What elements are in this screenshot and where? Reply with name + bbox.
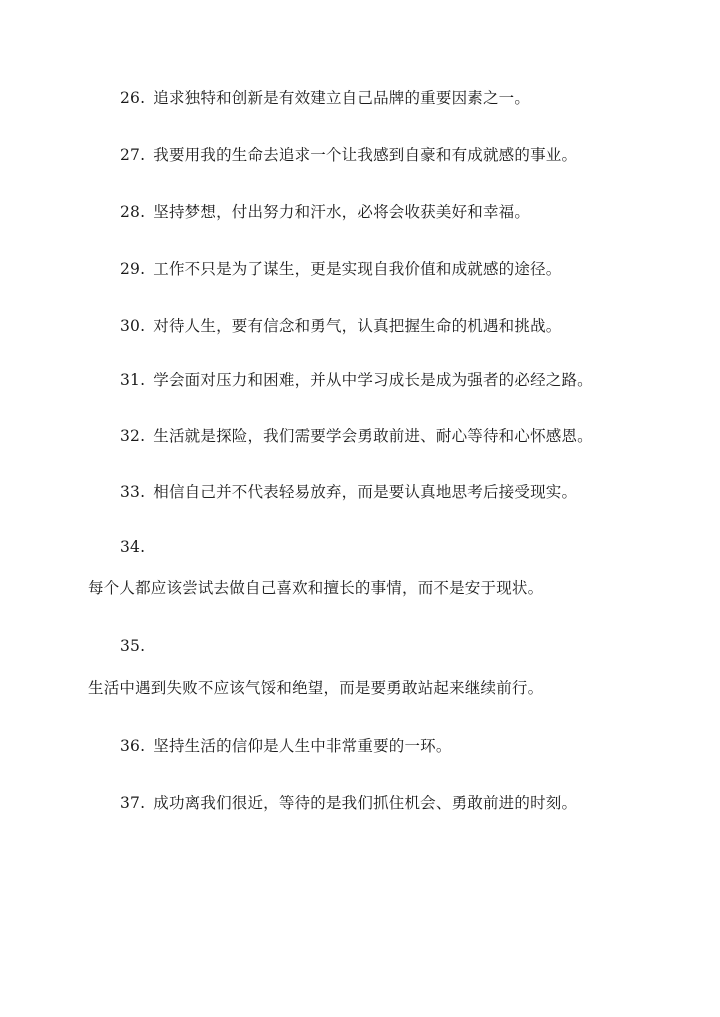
item-number: 35. xyxy=(120,637,146,655)
item-number: 36. xyxy=(120,737,146,755)
item-number: 34. xyxy=(120,538,146,556)
item-number: 29. xyxy=(120,260,146,278)
item-text: 成功离我们很近，等待的是我们抓住机会、勇敢前进的时刻。 xyxy=(153,794,578,812)
item-text: 生活中遇到失败不应该气馁和绝望，而是要勇敢站起来继续前行。 xyxy=(88,679,544,697)
item-number: 33. xyxy=(120,483,146,501)
list-item xyxy=(120,145,577,165)
list-item xyxy=(120,202,530,222)
list-item xyxy=(120,88,530,108)
item-text: 对待人生，要有信念和勇气，认真把握生命的机遇和挑战。 xyxy=(153,317,562,335)
item-text-line xyxy=(88,678,543,698)
item-text: 坚持生活的信仰是人生中非常重要的一环。 xyxy=(153,737,452,755)
item-text: 相信自己并不代表轻易放弃，而是要认真地思考后接受现实。 xyxy=(153,483,578,501)
list-item xyxy=(120,793,577,813)
item-text: 生活就是探险，我们需要学会勇敢前进、耐心等待和心怀感恩。 xyxy=(153,427,593,445)
item-text: 坚持梦想，付出努力和汗水，必将会收获美好和幸福。 xyxy=(153,203,531,221)
item-number: 28. xyxy=(120,203,146,221)
item-number-line xyxy=(120,636,153,656)
item-text: 工作不只是为了谋生，更是实现自我价值和成就感的途径。 xyxy=(153,260,562,278)
item-text: 追求独特和创新是有效建立自己品牌的重要因素之一。 xyxy=(153,89,531,107)
item-text: 我要用我的生命去追求一个让我感到自豪和有成就感的事业。 xyxy=(153,146,578,164)
item-text: 学会面对压力和困难，并从中学习成长是成为强者的必经之路。 xyxy=(153,371,593,389)
item-number: 26. xyxy=(120,89,146,107)
item-number: 31. xyxy=(120,371,146,389)
item-text: 每个人都应该尝试去做自己喜欢和擅长的事情，而不是安于现状。 xyxy=(88,579,544,597)
list-item xyxy=(120,482,577,502)
item-number: 37. xyxy=(120,794,146,812)
list-item xyxy=(120,259,561,279)
list-item xyxy=(120,736,452,756)
item-text-line xyxy=(88,578,543,598)
list-item xyxy=(120,370,593,390)
item-number-line xyxy=(120,537,153,557)
item-number: 32. xyxy=(120,427,146,445)
list-item xyxy=(120,426,593,446)
item-number: 27. xyxy=(120,146,146,164)
list-item xyxy=(120,316,561,336)
item-number: 30. xyxy=(120,317,146,335)
